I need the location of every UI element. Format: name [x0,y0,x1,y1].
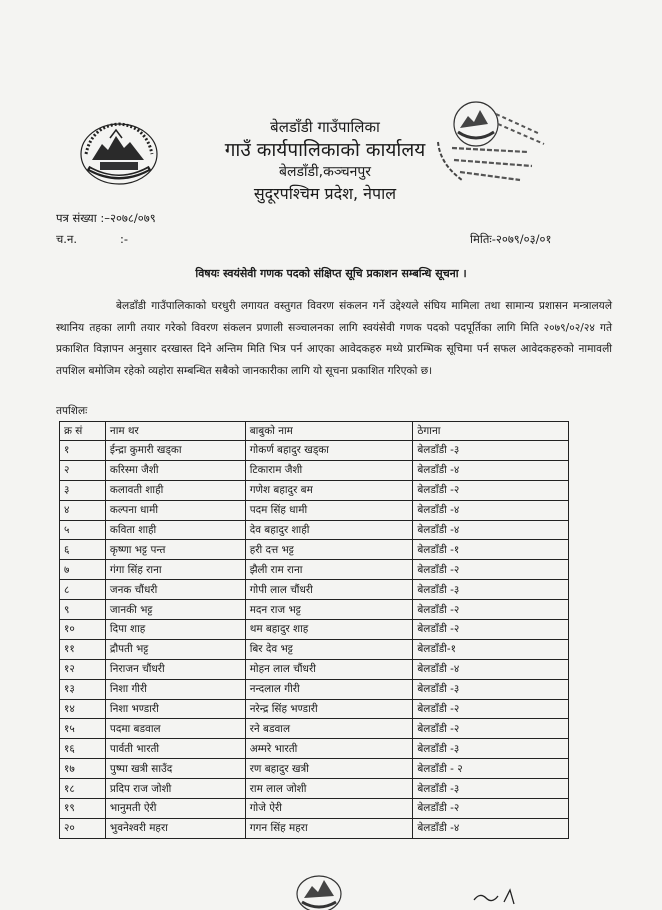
letter-number: पत्र संख्या :–२०७८/०७९ [56,211,156,225]
table-row [60,679,569,699]
cell-father-name: हरी दत्त भट्ट [245,540,413,560]
cell-name: कल्पना धामी [105,500,245,520]
cell-address: बेलडाँडी -४ [413,460,569,480]
cell-address: बेलडाँडी -४ [413,500,569,520]
cell-serial: २० [60,818,106,838]
cell-father-name: रण बहादुर खत्री [245,759,413,779]
cell-serial: १० [60,620,106,640]
cell-name: पुष्पा खत्री साउँद [105,759,245,779]
cell-address: बेलडाँडी -१ [413,540,569,560]
cell-serial: ५ [60,520,106,540]
table-row [60,719,569,739]
cell-address: बेलडाँडी -४ [413,818,569,838]
cell-address: बेलडाँडी -२ [413,719,569,739]
cell-serial: ११ [60,639,106,659]
cell-serial: १३ [60,679,106,699]
table-row [60,699,569,719]
cell-serial: ६ [60,540,106,560]
applicant-list-table [59,421,569,839]
cell-father-name: गोकर्ण बहादुर खड्का [245,441,413,461]
table-row [60,779,569,799]
signature-icon [470,884,530,908]
table-row [60,580,569,600]
cell-father-name: देव बहादुर शाही [245,520,413,540]
cell-serial: २ [60,460,106,480]
table-row [60,739,569,759]
table-row [60,799,569,819]
cell-address: बेलडाँडी -३ [413,441,569,461]
column-header-address: ठेगाना [413,422,569,441]
cell-father-name: बिर देव भट्ट [245,639,413,659]
table-row [60,560,569,580]
table-row [60,818,569,838]
table-row [60,500,569,520]
cell-father-name: राम लाल जोशी [245,779,413,799]
office-seal-stamp-icon [288,868,350,910]
municipality-name: बेलडाँडी गाउँपालिका [270,118,380,136]
office-address: बेलडाँडी,कञ्चनपुर [278,164,372,180]
cell-serial: ९ [60,600,106,620]
cell-address: बेलडाँडी - २ [413,759,569,779]
table-row [60,639,569,659]
table-row [60,659,569,679]
cell-serial: १९ [60,799,106,819]
cell-serial: ८ [60,580,106,600]
table-row [60,759,569,779]
cell-address: बेलडाँडी -२ [413,600,569,620]
cell-serial: १८ [60,779,106,799]
table-row [60,441,569,461]
cell-name: निशा गीरी [105,679,245,699]
cell-father-name: गगन सिंह महरा [245,818,413,838]
cell-serial: ४ [60,500,106,520]
column-header-name: नाम थर [105,422,245,441]
cell-name: पदमा बडवाल [105,719,245,739]
cell-serial: ७ [60,560,106,580]
cell-serial: १७ [60,759,106,779]
cell-address: बेलडाँडी -४ [413,659,569,679]
cell-address: बेलडाँडी -३ [413,679,569,699]
cell-father-name: पदम सिंह धामी [245,500,413,520]
table-row [60,480,569,500]
cell-name: भुवनेश्वरी महरा [105,818,245,838]
notice-subject: विषयः स्वयंसेवी गणक पदको संक्षिप्त सूचि प्रकाशन सम्बन्धि सूचना । [195,267,467,280]
table-row [60,540,569,560]
cell-address: बेलडाँडी -४ [413,520,569,540]
cell-address: बेलडाँडी-१ [413,639,569,659]
office-name: गाउँ कार्यपालिकाको कार्यालय [224,139,426,161]
notice-body-paragraph: बेलडाँडी गाउँपालिकाको घरधुरी लगायत वस्तुगत विवरण संकलन गर्ने उद्देश्यले संघिय मामिला तथा सामान्य प्रशासन मन्त्रालयले स्थानिय तहका लागी तयार गरेको विवरण संकलन प्रणाली सञ्चालनका लागि स्वयंसेवी गणक पदको पदपूर्तिका लागि मिति २०७९/०२/२४ गते प्रकाशित विज्ञापन अनुसार दरखास्त दिने अन्तिम मिति भित्र पर्न आएका आवेदकहरु मध्ये प्रारम्भिक सूचिमा पर्न सफल आवेदकहरुको नामावली तपशिल बमोजिम रहेको व्यहोरा सम्बन्धित सबैको जानकारीका लागि यो सूचना प्रकाशित गरिएको छ। [56,300,612,377]
dispatch-number-label: च.न. [56,232,77,246]
cell-serial: १४ [60,699,106,719]
cell-serial: ३ [60,480,106,500]
cell-father-name: अम्मरे भारती [245,739,413,759]
cell-address: बेलडाँडी -२ [413,620,569,640]
cell-name: करिस्मा जैशी [105,460,245,480]
cell-address: बेलडाँडी -२ [413,699,569,719]
cell-serial: १६ [60,739,106,759]
cell-name: भानुमती ऐरी [105,799,245,819]
cell-name: निशा भण्डारी [105,699,245,719]
cell-name: दिपा शाह [105,620,245,640]
column-header-serial: क्र सं [60,422,106,441]
cell-father-name: मोहन लाल चौंधरी [245,659,413,679]
cell-father-name: रने बडवाल [245,719,413,739]
cell-name: कविता शाही [105,520,245,540]
cell-name: ईन्द्रा कुमारी खड्का [105,441,245,461]
cell-father-name: गोजे ऐरी [245,799,413,819]
cell-father-name: झैली राम राना [245,560,413,580]
cell-address: बेलडाँडी -२ [413,799,569,819]
dispatch-number-value: :- [120,232,129,246]
cell-serial: १२ [60,659,106,679]
details-label: तपशिलः [56,405,88,417]
cell-name: कृष्णा भट्ट पन्त [105,540,245,560]
cell-name: गंगा सिंह राना [105,560,245,580]
cell-father-name: नरेन्द्र सिंह भण्डारी [245,699,413,719]
cell-name: पार्वती भारती [105,739,245,759]
cell-father-name: गणेश बहादुर बम [245,480,413,500]
cell-address: बेलडाँडी -२ [413,480,569,500]
cell-name: कलावती शाही [105,480,245,500]
cell-name: जानकी भट्ट [105,600,245,620]
cell-name: जनक चौंधरी [105,580,245,600]
table-row [60,520,569,540]
province-country: सुदूरपश्चिम प्रदेश, नेपाल [253,184,397,203]
cell-address: बेलडाँडी -३ [413,739,569,759]
cell-father-name: नन्दलाल गीरी [245,679,413,699]
cell-address: बेलडाँडी -२ [413,560,569,580]
cell-name: द्रौपती भट्ट [105,639,245,659]
table-header-row [60,422,569,441]
table-row [60,620,569,640]
cell-address: बेलडाँडी -३ [413,580,569,600]
cell-serial: १ [60,441,106,461]
cell-father-name: टिकाराम जैशी [245,460,413,480]
column-header-father-name: बाबुको नाम [245,422,413,441]
cell-father-name: थम बहादुर शाह [245,620,413,640]
cell-address: बेलडाँडी -३ [413,779,569,799]
letter-date: मितिः-२०७९/०३/०१ [470,232,552,246]
cell-father-name: मदन राज भट्ट [245,600,413,620]
table-row [60,600,569,620]
cell-father-name: गोपी लाल चौंधरी [245,580,413,600]
cell-name: निराजन चौंधरी [105,659,245,679]
cell-serial: १५ [60,719,106,739]
cell-name: प्रदिप राज जोशी [105,779,245,799]
table-row [60,460,569,480]
